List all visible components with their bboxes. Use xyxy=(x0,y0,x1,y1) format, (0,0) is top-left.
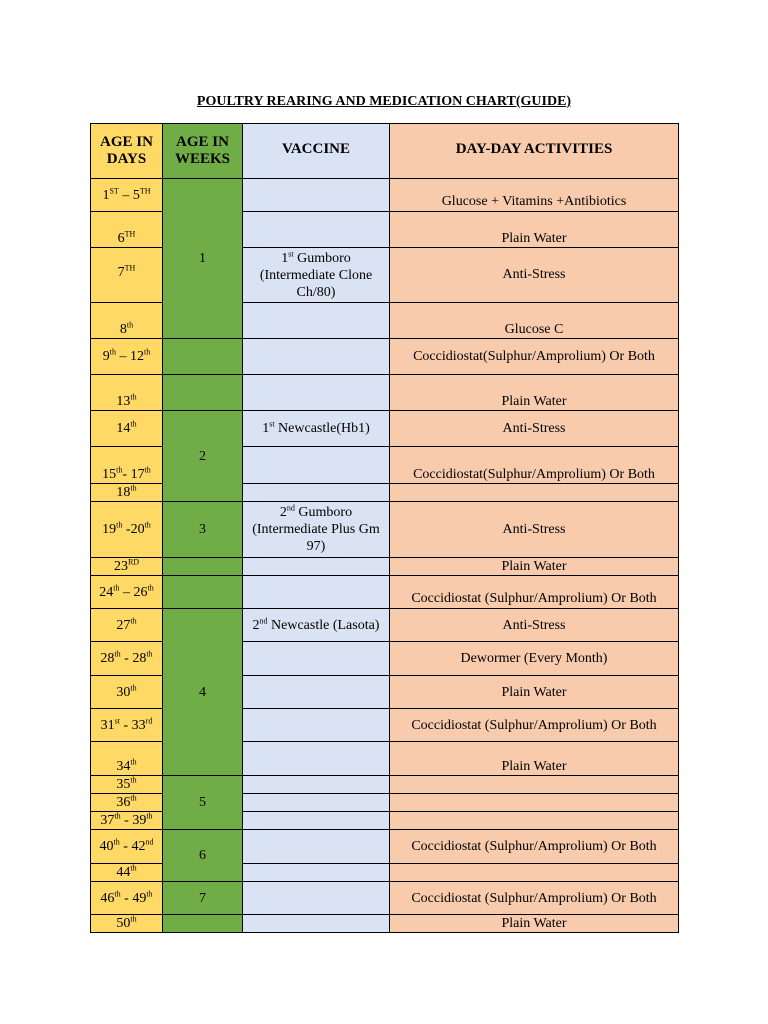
page-title: POULTRY REARING AND MEDICATION CHART(GUIDE) xyxy=(196,94,572,109)
vaccine-cell xyxy=(243,248,390,303)
days-label: 37th - 39th xyxy=(100,811,153,828)
activity-cell xyxy=(390,776,679,794)
days-label: 27th xyxy=(116,615,137,633)
days-cell xyxy=(91,742,163,776)
activity-cell: Coccidiostat(Sulphur/Amprolium) Or Both xyxy=(390,447,679,484)
days-cell xyxy=(91,179,163,212)
activity-cell: Anti-Stress xyxy=(390,609,679,642)
days-cell xyxy=(91,642,163,676)
days-cell xyxy=(91,609,163,642)
weeks-cell xyxy=(163,375,243,411)
days-label: 28th - 28th xyxy=(100,649,153,666)
days-label: 1ST – 5TH xyxy=(102,185,151,203)
activity-cell: Anti-Stress xyxy=(390,411,679,447)
weeks-cell: 4 xyxy=(163,609,243,776)
medication-chart-table xyxy=(90,123,679,933)
vaccine-cell xyxy=(243,676,390,709)
header-vaccine: VACCINE xyxy=(243,124,390,179)
days-cell xyxy=(91,812,163,830)
vaccine-cell xyxy=(243,375,390,411)
activity-cell: Plain Water xyxy=(390,558,679,576)
days-label: 30th xyxy=(116,682,137,700)
days-cell xyxy=(91,776,163,794)
table-row xyxy=(91,558,679,576)
activity-cell xyxy=(390,812,679,830)
header-day-day-activities: DAY-DAY ACTIVITIES xyxy=(390,124,679,179)
days-label: 40th - 42nd xyxy=(99,837,154,854)
activity-cell: Coccidiostat (Sulphur/Amprolium) Or Both xyxy=(390,882,679,915)
activity-cell: Plain Water xyxy=(390,676,679,709)
table-row xyxy=(91,776,679,794)
days-cell xyxy=(91,212,163,248)
activity-cell xyxy=(390,864,679,882)
days-label: 13th xyxy=(116,392,137,409)
vaccine-label: 2nd Gumboro (Intermediate Plus Gm 97) xyxy=(252,503,380,554)
vaccine-cell xyxy=(243,576,390,609)
weeks-cell: 3 xyxy=(163,502,243,558)
days-cell xyxy=(91,709,163,742)
weeks-cell xyxy=(163,576,243,609)
activity-cell: Anti-Stress xyxy=(390,248,679,303)
days-label: 8th xyxy=(119,320,134,337)
activity-cell: Plain Water xyxy=(390,212,679,248)
days-label: 23RD xyxy=(113,557,140,574)
days-cell xyxy=(91,915,163,933)
activity-cell: Coccidiostat (Sulphur/Amprolium) Or Both xyxy=(390,830,679,864)
activity-cell xyxy=(390,484,679,502)
vaccine-cell xyxy=(243,915,390,933)
days-cell xyxy=(91,447,163,484)
activity-cell: Plain Water xyxy=(390,915,679,933)
days-label: 7TH xyxy=(117,263,136,280)
vaccine-cell xyxy=(243,411,390,447)
table-row xyxy=(91,830,679,864)
activity-cell: Glucose C xyxy=(390,303,679,339)
vaccine-cell xyxy=(243,830,390,864)
days-cell xyxy=(91,558,163,576)
vaccine-cell xyxy=(243,882,390,915)
vaccine-label: 1st Newcastle(Hb1) xyxy=(262,419,370,436)
vaccine-cell xyxy=(243,303,390,339)
weeks-cell: 6 xyxy=(163,830,243,882)
days-cell xyxy=(91,676,163,709)
days-label: 50th xyxy=(116,914,137,931)
days-label: 14th xyxy=(116,419,137,436)
days-cell xyxy=(91,375,163,411)
vaccine-cell xyxy=(243,558,390,576)
table-row xyxy=(91,882,679,915)
weeks-cell: 2 xyxy=(163,411,243,502)
vaccine-cell xyxy=(243,642,390,676)
days-cell xyxy=(91,411,163,447)
days-cell xyxy=(91,830,163,864)
table-row xyxy=(91,179,679,212)
vaccine-cell xyxy=(243,212,390,248)
days-label: 35th xyxy=(116,775,137,792)
vaccine-cell xyxy=(243,502,390,558)
weeks-cell xyxy=(163,915,243,933)
header-age-in-weeks: AGE IN WEEKS xyxy=(163,124,243,179)
header-age-in-days: AGE IN DAYS xyxy=(91,124,163,179)
days-label: 46th - 49th xyxy=(100,888,153,906)
activity-cell: Plain Water xyxy=(390,375,679,411)
weeks-cell xyxy=(163,339,243,375)
weeks-cell: 1 xyxy=(163,179,243,339)
activity-cell xyxy=(390,794,679,812)
activity-cell: Coccidiostat(Sulphur/Amprolium) Or Both xyxy=(390,339,679,375)
vaccine-label: 2nd Newcastle (Lasota) xyxy=(252,615,380,633)
activity-cell: Dewormer (Every Month) xyxy=(390,642,679,676)
weeks-cell xyxy=(163,558,243,576)
days-label: 31st - 33rd xyxy=(100,715,153,733)
vaccine-cell xyxy=(243,609,390,642)
header-row xyxy=(91,124,679,179)
days-cell xyxy=(91,248,163,303)
table-row xyxy=(91,411,679,447)
days-label: 19th -20th xyxy=(102,520,151,537)
days-cell xyxy=(91,882,163,915)
days-label: 34th xyxy=(116,757,137,774)
activity-cell: Coccidiostat (Sulphur/Amprolium) Or Both xyxy=(390,709,679,742)
vaccine-cell xyxy=(243,447,390,484)
days-label: 44th xyxy=(116,863,137,880)
days-label: 15th- 17th xyxy=(102,465,151,482)
table-row xyxy=(91,339,679,375)
activity-cell: Glucose + Vitamins +Antibiotics xyxy=(390,179,679,212)
activity-cell: Anti-Stress xyxy=(390,502,679,558)
table-row xyxy=(91,502,679,558)
vaccine-cell xyxy=(243,812,390,830)
table-row xyxy=(91,576,679,609)
days-label: 9th – 12th xyxy=(102,347,151,364)
weeks-cell: 7 xyxy=(163,882,243,915)
days-cell xyxy=(91,864,163,882)
vaccine-cell xyxy=(243,742,390,776)
activity-cell: Plain Water xyxy=(390,742,679,776)
vaccine-cell xyxy=(243,709,390,742)
table-row xyxy=(91,609,679,642)
days-cell xyxy=(91,576,163,609)
days-label: 24th – 26th xyxy=(99,582,154,600)
days-cell xyxy=(91,484,163,502)
vaccine-cell xyxy=(243,179,390,212)
days-label: 18th xyxy=(116,483,137,500)
days-label: 36th xyxy=(116,793,137,810)
vaccine-cell xyxy=(243,339,390,375)
days-cell xyxy=(91,339,163,375)
weeks-cell: 5 xyxy=(163,776,243,830)
days-cell xyxy=(91,794,163,812)
vaccine-cell xyxy=(243,484,390,502)
days-cell xyxy=(91,303,163,339)
activity-cell: Coccidiostat (Sulphur/Amprolium) Or Both xyxy=(390,576,679,609)
vaccine-cell xyxy=(243,864,390,882)
vaccine-cell xyxy=(243,776,390,794)
vaccine-cell xyxy=(243,794,390,812)
table-row xyxy=(91,915,679,933)
table-row xyxy=(91,375,679,411)
days-cell xyxy=(91,502,163,558)
days-label: 6TH xyxy=(117,229,136,246)
vaccine-label: 1st Gumboro (Intermediate Clone Ch/80) xyxy=(259,248,373,300)
